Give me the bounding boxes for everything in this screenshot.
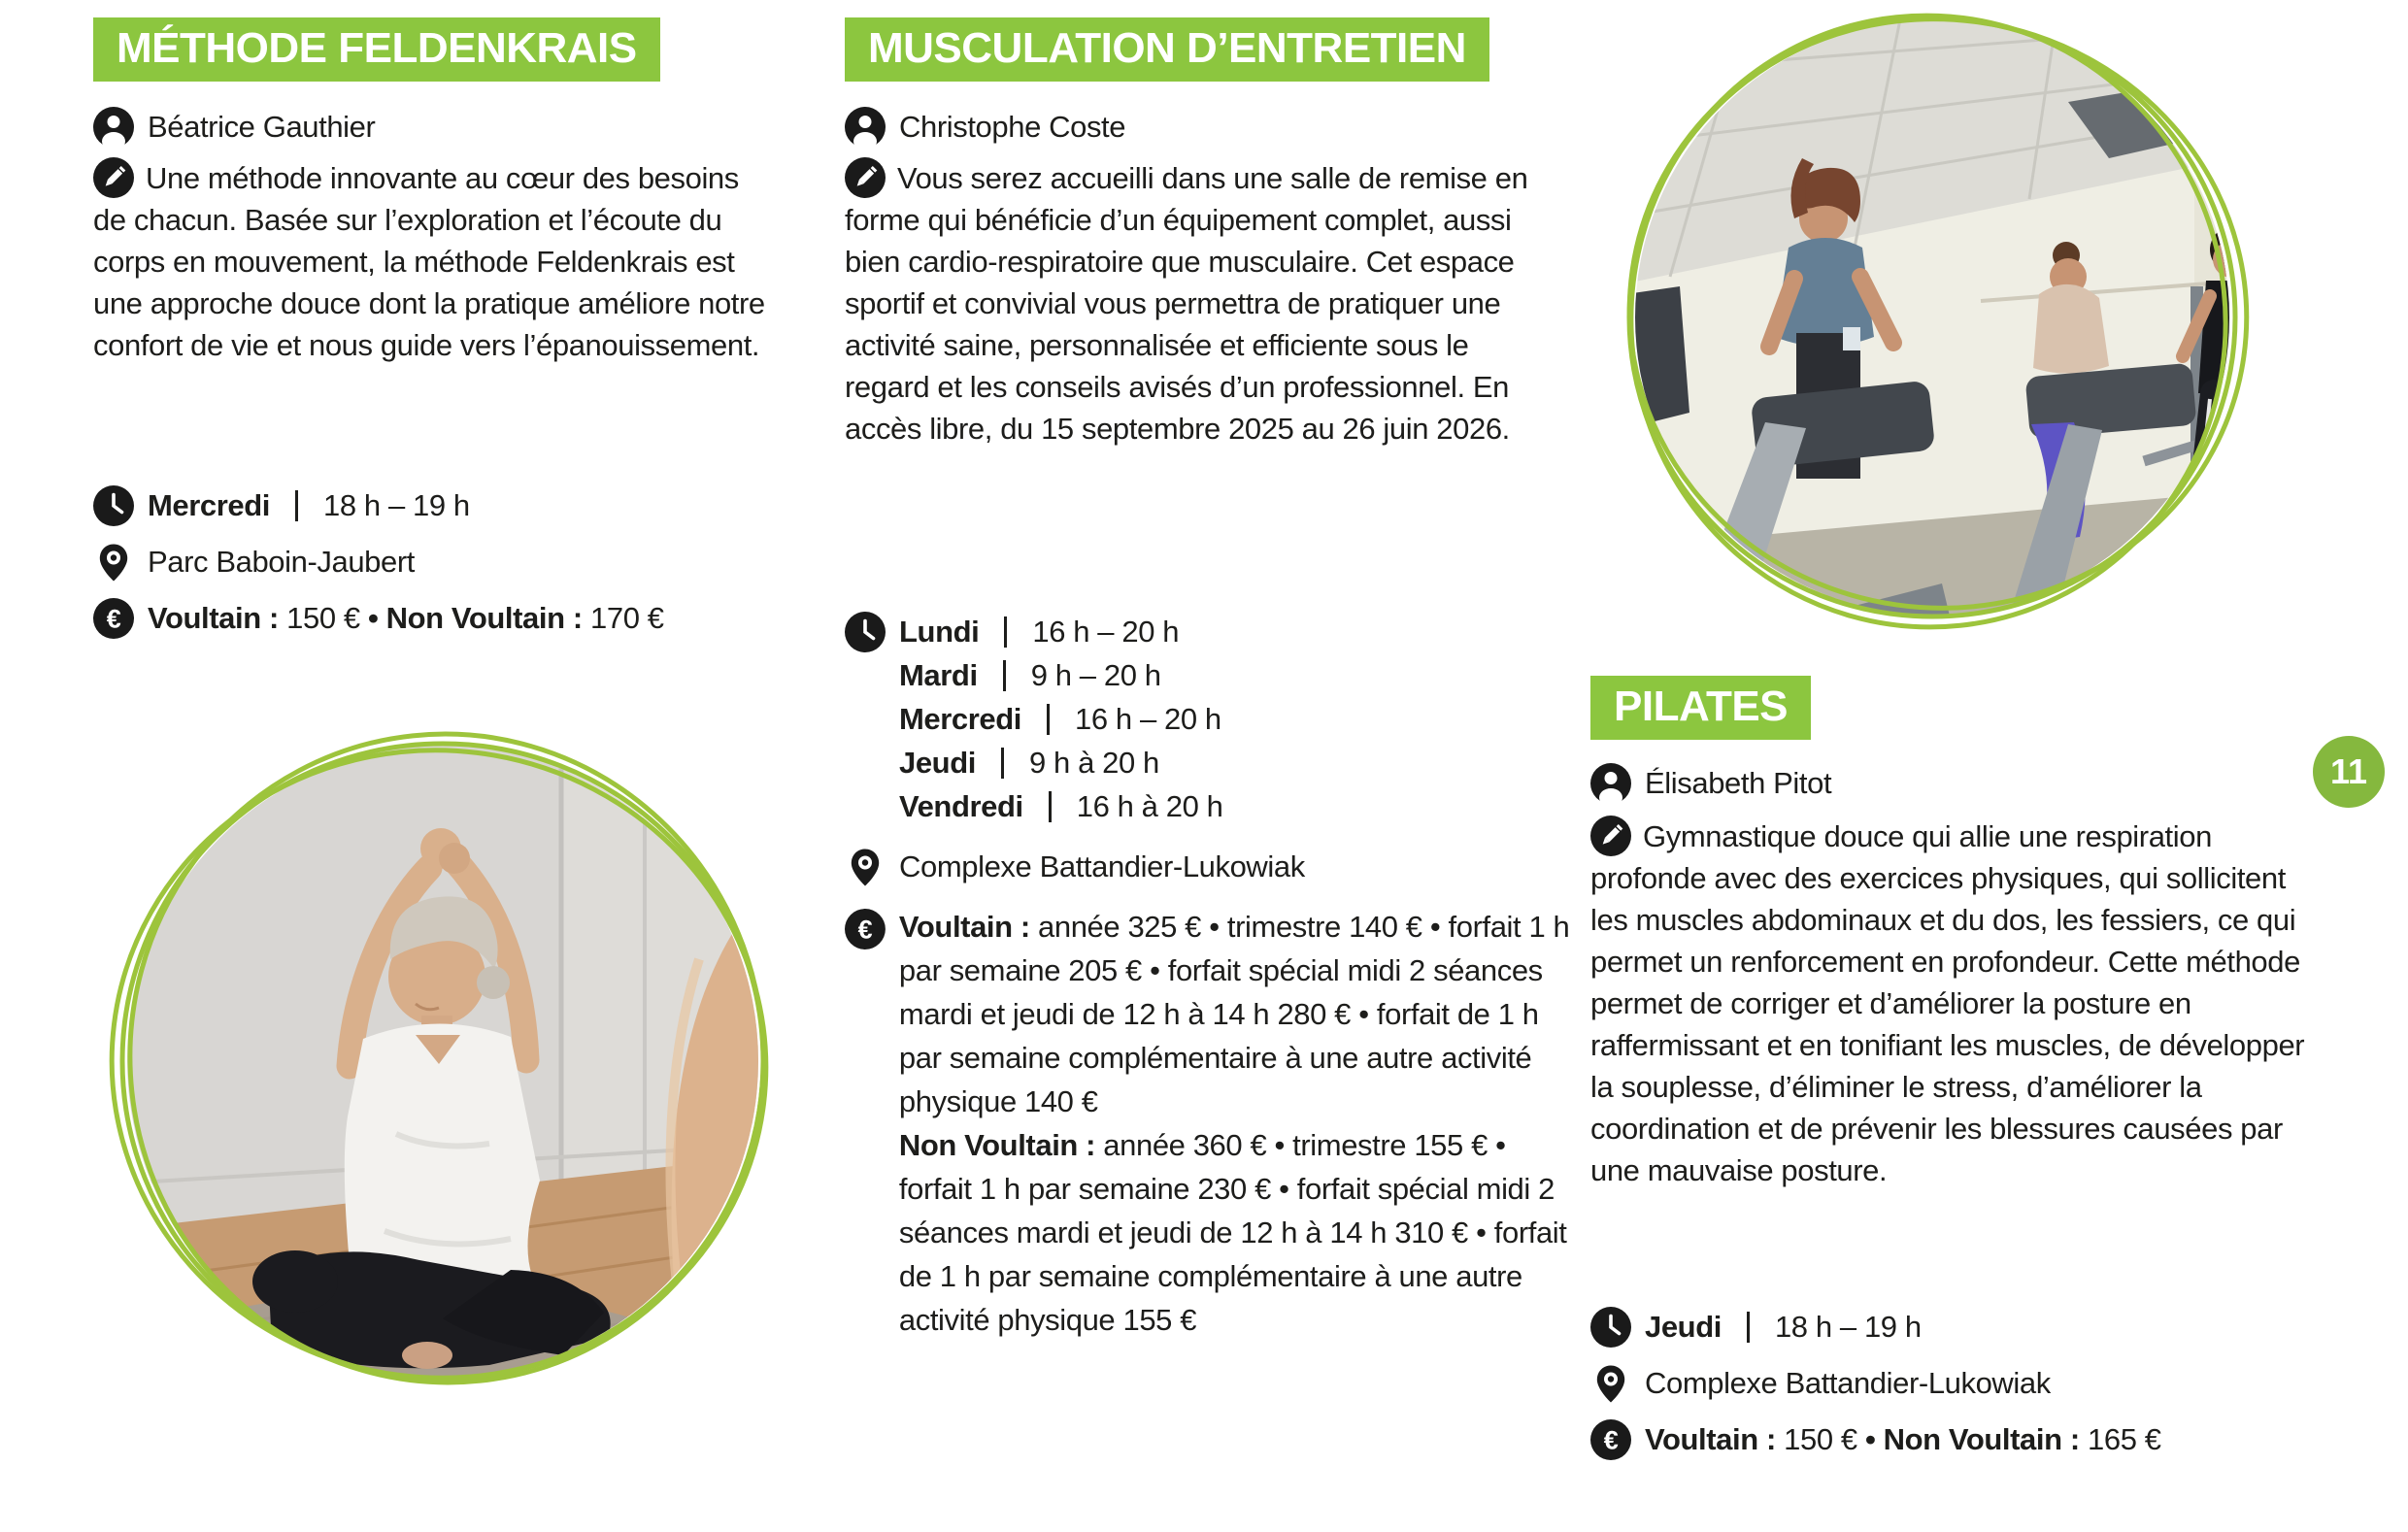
day-time-divider (1001, 748, 1004, 779)
section-title-label: PILATES (1614, 683, 1789, 730)
section-title-musculation (845, 17, 1489, 82)
schedule-day: Lundi (899, 614, 980, 649)
day-time-divider (1004, 616, 1007, 648)
schedule-row (845, 784, 1222, 828)
euro-icon (845, 909, 886, 949)
instructor-row-pilates (1590, 763, 1831, 804)
pricing-block-musculation (845, 905, 1583, 1342)
instructor-name: Élisabeth Pitot (1645, 766, 1832, 800)
person-icon (93, 107, 134, 148)
gym-cardio-room-photo (1612, 5, 2272, 646)
location-name: Complexe Battandier-Lukowiak (899, 849, 1305, 883)
schedule-day: Jeudi (899, 745, 976, 780)
pricing-voultain: Voultain : année 325 € • trimestre 140 € • forfait 1 h par semaine 205 € • forfait spécial midi 2 séances mardi et jeudi de 12 h à 14 h 280 € • forfait de 1 h par semaine complémentaire à une autre activité physique 140 € (898, 910, 1570, 1118)
location-pin-icon (93, 542, 134, 583)
clock-icon (1590, 1307, 1631, 1348)
schedule-time: 16 h à 20 h (1076, 788, 1223, 823)
svg-text:€: € (1603, 1425, 1619, 1455)
pencil-icon (845, 157, 886, 198)
description-musculation (845, 157, 1536, 450)
schedule-block-musculation (845, 610, 1222, 828)
section-title-pilates (1590, 676, 1811, 740)
instructor-name: Christophe Coste (899, 110, 1126, 144)
pricing-row-pilates (1590, 1419, 2161, 1460)
section-title-feldenkrais (93, 17, 660, 82)
schedule-row (845, 610, 1222, 653)
day-time-divider (1049, 791, 1052, 822)
schedule-row-feldenkrais (93, 485, 470, 526)
schedule-time: 9 h – 20 h (1030, 657, 1161, 692)
location-row-musculation (845, 847, 1305, 887)
schedule-day: Mercredi (148, 488, 271, 522)
schedule-day: Jeudi (1645, 1310, 1722, 1344)
feldenkrais-exercise-photo (105, 726, 785, 1406)
day-time-divider (295, 490, 298, 521)
location-pin-icon (845, 847, 886, 887)
schedule-time: 16 h – 20 h (1032, 614, 1180, 649)
section-title-label: MÉTHODE FELDENKRAIS (117, 24, 637, 72)
description-pilates (1590, 816, 2309, 1191)
clock-icon (845, 612, 886, 652)
pricing-text: Voultain : 150 € • Non Voultain : 170 € (148, 601, 664, 635)
section-title-label: MUSCULATION D’ENTRETIEN (868, 24, 1466, 72)
description-text: Une méthode innovante au cœur des besoins de chacun. Basée sur l’exploration et l’écoute du corps en mouvement, la méthode Feldenkrais est une approche douce dont la pratique améliore notre confort de vie et nous guide vers l’épanouissement. (93, 161, 765, 362)
pricing-non-voultain: Non Voultain : année 360 € • trimestre 155 € • forfait 1 h par semaine 230 € • forfait spécial midi 2 séances mardi et jeudi de 12 h à 14 h 310 € • forfait de 1 h par semaine complémentaire à une autre activité physique 155 € (898, 1128, 1567, 1337)
person-icon (1590, 763, 1631, 804)
schedule-time: 18 h – 19 h (1774, 1310, 1922, 1344)
location-row-pilates (1590, 1363, 2051, 1404)
page-number: 11 (2329, 751, 2368, 791)
day-time-divider (1047, 704, 1050, 735)
instructor-row-feldenkrais (93, 107, 375, 148)
schedule-row-pilates (1590, 1307, 1922, 1348)
clock-icon (93, 485, 134, 526)
location-row-feldenkrais (93, 542, 415, 583)
schedule-day: Mardi (899, 657, 978, 692)
schedule-day: Vendredi (899, 788, 1023, 823)
schedule-time: 16 h – 20 h (1075, 701, 1221, 736)
location-pin-icon (1590, 1363, 1631, 1404)
description-feldenkrais (93, 157, 779, 366)
schedule-row (845, 741, 1222, 784)
schedule-day: Mercredi (899, 701, 1022, 736)
location-name: Parc Baboin-Jaubert (148, 545, 416, 579)
schedule-row (845, 653, 1222, 697)
pricing-text: Voultain : 150 € • Non Voultain : 165 € (1645, 1422, 2161, 1456)
pricing-row-feldenkrais (93, 598, 664, 639)
svg-text:€: € (106, 604, 121, 634)
euro-icon (1590, 1419, 1631, 1460)
page-number-badge (2313, 736, 2385, 808)
euro-icon (93, 598, 134, 639)
svg-text:€: € (857, 915, 873, 945)
location-name: Complexe Battandier-Lukowiak (1645, 1366, 2051, 1400)
schedule-time: 9 h à 20 h (1028, 745, 1159, 780)
schedule-time: 18 h – 19 h (323, 488, 470, 522)
day-time-divider (1747, 1312, 1750, 1343)
description-text: Vous serez accueilli dans une salle de remise en forme qui bénéficie d’un équipement complet, aussi bien cardio-respiratoire que musculaire. Cet espace sportif et convivial vous permettra de pratiquer une activité saine, personnalisée et efficiente sous le regard et les conseils avisés d’un professionnel. En accès libre, du 15 septembre 2025 au 26 juin 2026. (845, 161, 1528, 446)
instructor-name: Béatrice Gauthier (148, 110, 376, 144)
person-icon (845, 107, 886, 148)
schedule-row (845, 697, 1222, 741)
day-time-divider (1003, 660, 1006, 691)
pencil-icon (93, 157, 134, 198)
description-text: Gymnastique douce qui allie une respiration profonde avec des exercices physiques, qui sollicitent les muscles abdominaux et du dos, les fessiers, ce qui permet un renforcement en profondeur. Cette méthode permet de corriger et d’améliorer la posture en raffermissant et en tonifiant les muscles, de développer la souplesse, d’éliminer le stress, d’améliorer la coordination et de prévenir les blessures causées par une mauvaise posture. (1590, 819, 2305, 1187)
pencil-icon (1590, 816, 1631, 856)
instructor-row-musculation (845, 107, 1125, 148)
